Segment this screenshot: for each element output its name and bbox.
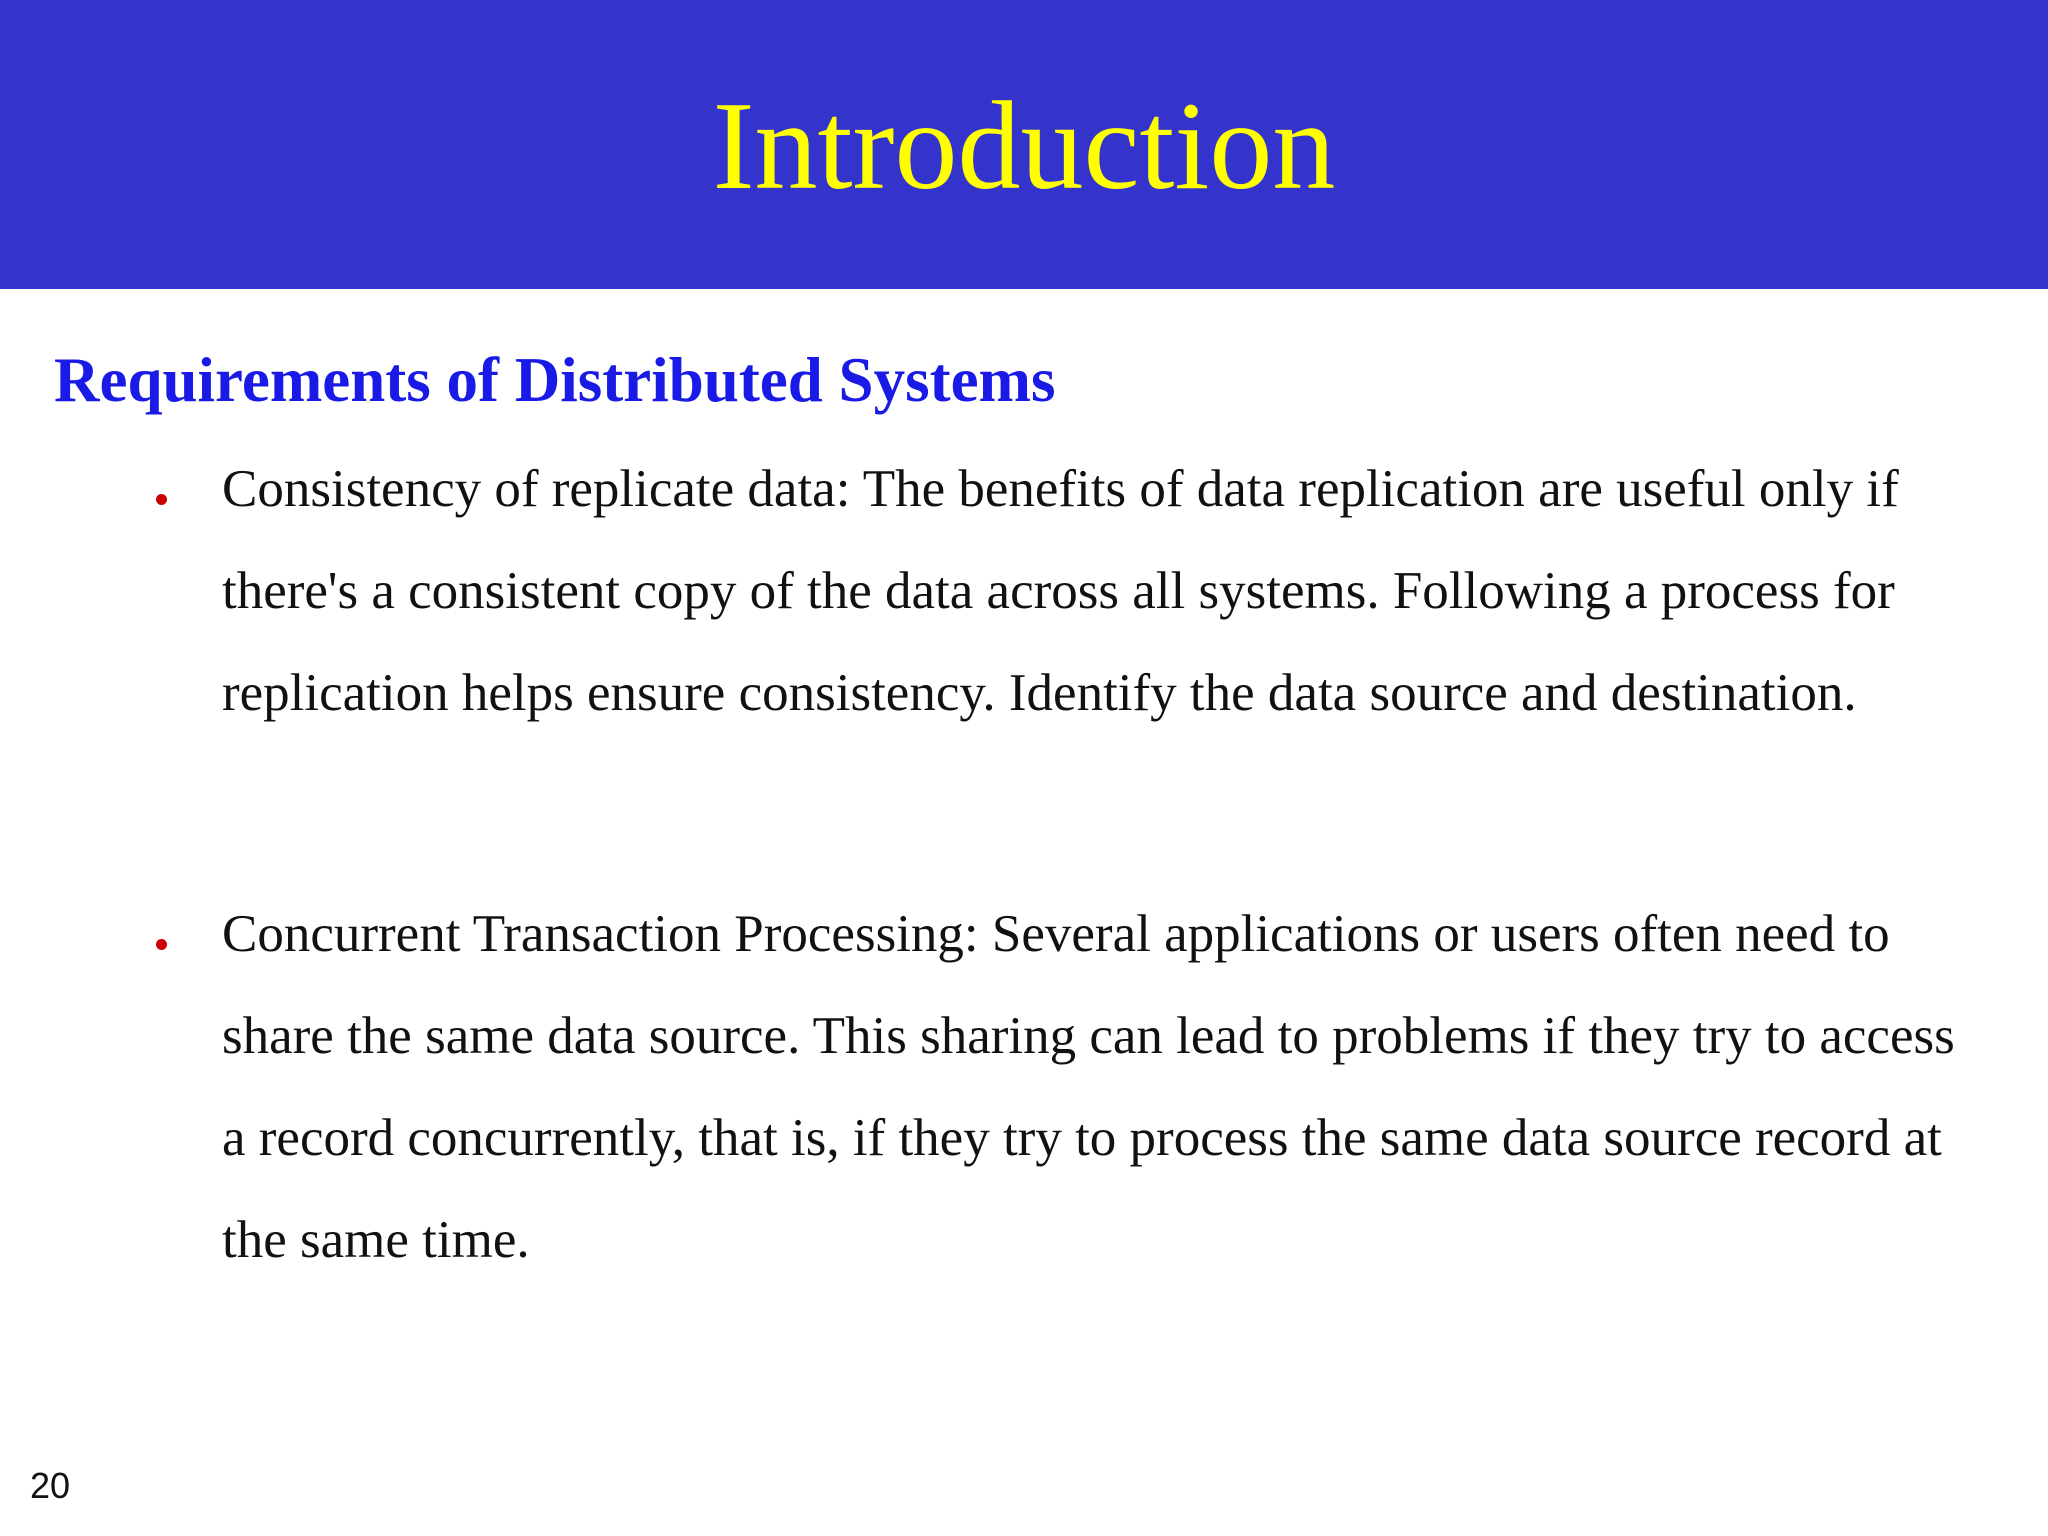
bullet-dot-icon bbox=[156, 939, 167, 950]
slide-title: Introduction bbox=[712, 77, 1336, 216]
bullet-item-concurrent-transactions bbox=[222, 883, 1982, 1291]
bullet-item-consistency bbox=[222, 438, 1982, 744]
bullet-text: Consistency of replicate data: The benefits of data replication are useful only if there's a consistent copy of the data across all systems. Following a process for replication helps ensure consistency. Identify the data source and destination. bbox=[222, 460, 1899, 722]
page-number: 20 bbox=[30, 1465, 71, 1506]
bullet-text: Concurrent Transaction Processing: Several applications or users often need to share the same data source. This sharing can lead to problems if they try to access a record concurrently, that is, if they try to process the same data source record at the same time. bbox=[222, 905, 1955, 1269]
bullet-dot-icon bbox=[156, 494, 167, 505]
slide-subtitle: Requirements of Distributed Systems bbox=[54, 345, 1056, 415]
